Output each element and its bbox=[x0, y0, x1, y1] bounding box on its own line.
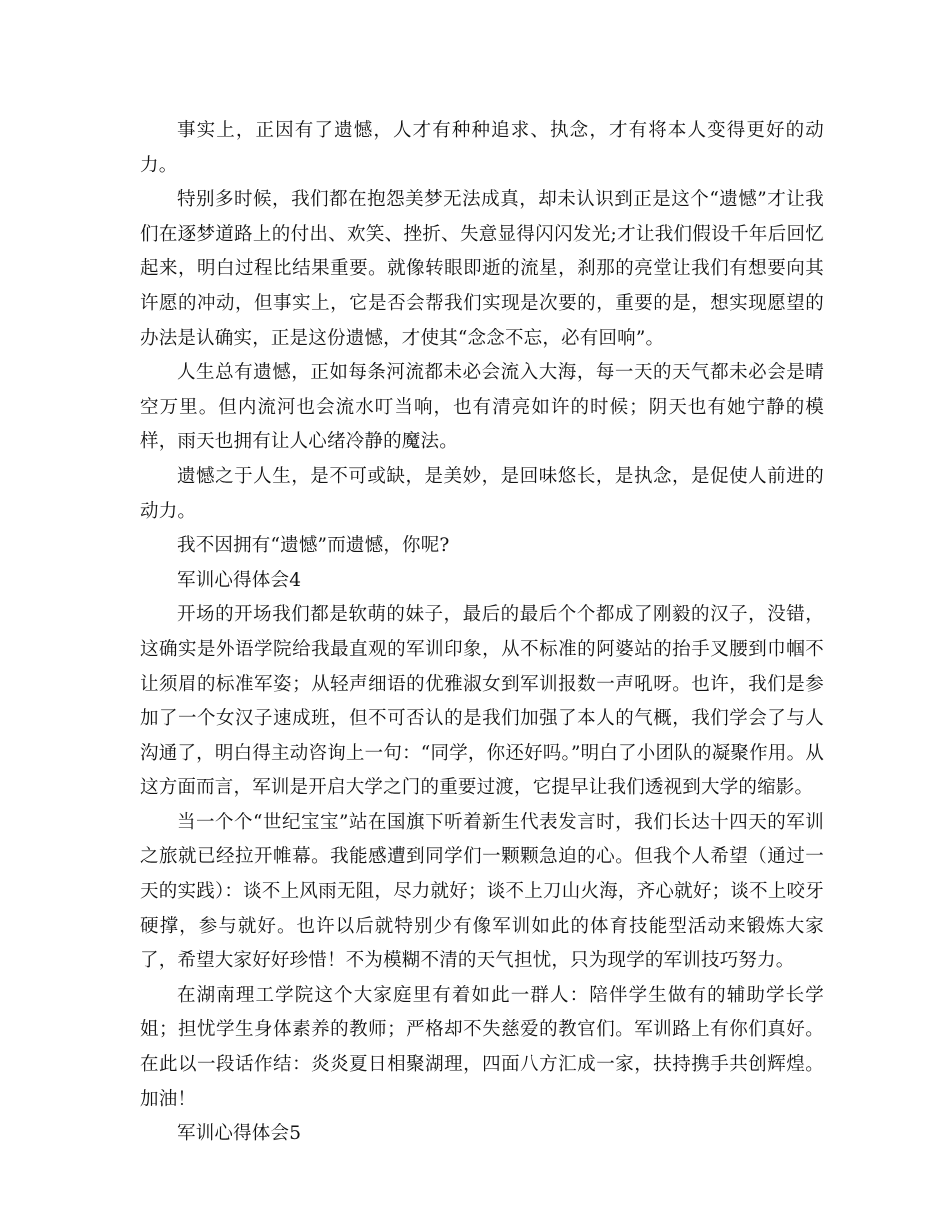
paragraph: 人生总有遗憾，正如每条河流都未必会流入大海，每一天的天气都未必会是晴空万里。但内流河也会流水叮当响，也有清亮如许的时候；阴天也有她宁静的模样，雨天也拥有让人心绪冷静的魔法。 bbox=[140, 362, 824, 453]
section-heading: 军训心得体会5 bbox=[177, 1123, 302, 1145]
paragraph: 当一个个“世纪宝宝”站在国旗下听着新生代表发言时，我们长达十四天的军训之旅就已经拉开帷幕。我能感遭到同学们一颗颗急迫的心。但我个人希望（通过一天的实践）：谈不上风雨无阻，尽力就好；谈不上刀山火海，齐心就好；谈不上咬牙硬撑，参与就好。也许以后就特别少有像军训如此的体育技能型活动来锻炼大家了，希望大家好好珍惜！不为模糊不清的天气担忧，只为现学的军训技巧努力。 bbox=[140, 811, 824, 972]
paragraph: 特别多时候，我们都在抱怨美梦无法成真，却未认识到正是这个“遗憾”才让我们在逐梦道路上的付出、欢笑、挫折、失意显得闪闪发光;才让我们假设千年后回忆起来，明白过程比结果重要。就像转眼即逝的流星，刹那的亮堂让我们有想要向其许愿的冲动，但事实上，它是否会帮我们实现是次要的，重要的是，想实现愿望的办法是认确实，正是这份遗憾，才使其“念念不忘，必有回响”。 bbox=[140, 189, 824, 349]
paragraph: 事实上，正因有了遗憾，人才有种种追求、执念，才有将本人变得更好的动力。 bbox=[140, 120, 824, 176]
section-heading: 军训心得体会4 bbox=[177, 569, 302, 591]
document-body bbox=[140, 114, 824, 1152]
paragraph: 在湖南理工学院这个大家庭里有着如此一群人：陪伴学生做有的辅助学长学姐；担忧学生身体素养的教师；严格却不失慈爱的教官们。军训路上有你们真好。在此以一段话作结：炎炎夏日相聚湖理，四面八方汇成一家，扶持携手共创辉煌。加油！ bbox=[140, 984, 824, 1110]
paragraph: 开场的开场我们都是软萌的妹子，最后的最后个个都成了刚毅的汉子，没错，这确实是外语学院给我最直观的军训印象，从不标准的阿婆站的抬手叉腰到巾帼不让须眉的标准军姿；从轻声细语的优雅淑女到军训报数一声吼呀。也许，我们是参加了一个女汉子速成班，但不可否认的是我们加强了本人的气概，我们学会了与人沟通了，明白得主动咨询上一句：“同学，你还好吗。”明白了小团队的凝聚作用。从这方面而言，军训是开启大学之门的重要过渡，它提早让我们透视到大学的缩影。 bbox=[140, 604, 824, 799]
paragraph: 我不因拥有“遗憾”而遗憾，你呢? bbox=[177, 535, 450, 557]
paragraph: 遗憾之于人生，是不可或缺，是美妙，是回味悠长，是执念，是促使人前进的动力。 bbox=[140, 465, 824, 522]
